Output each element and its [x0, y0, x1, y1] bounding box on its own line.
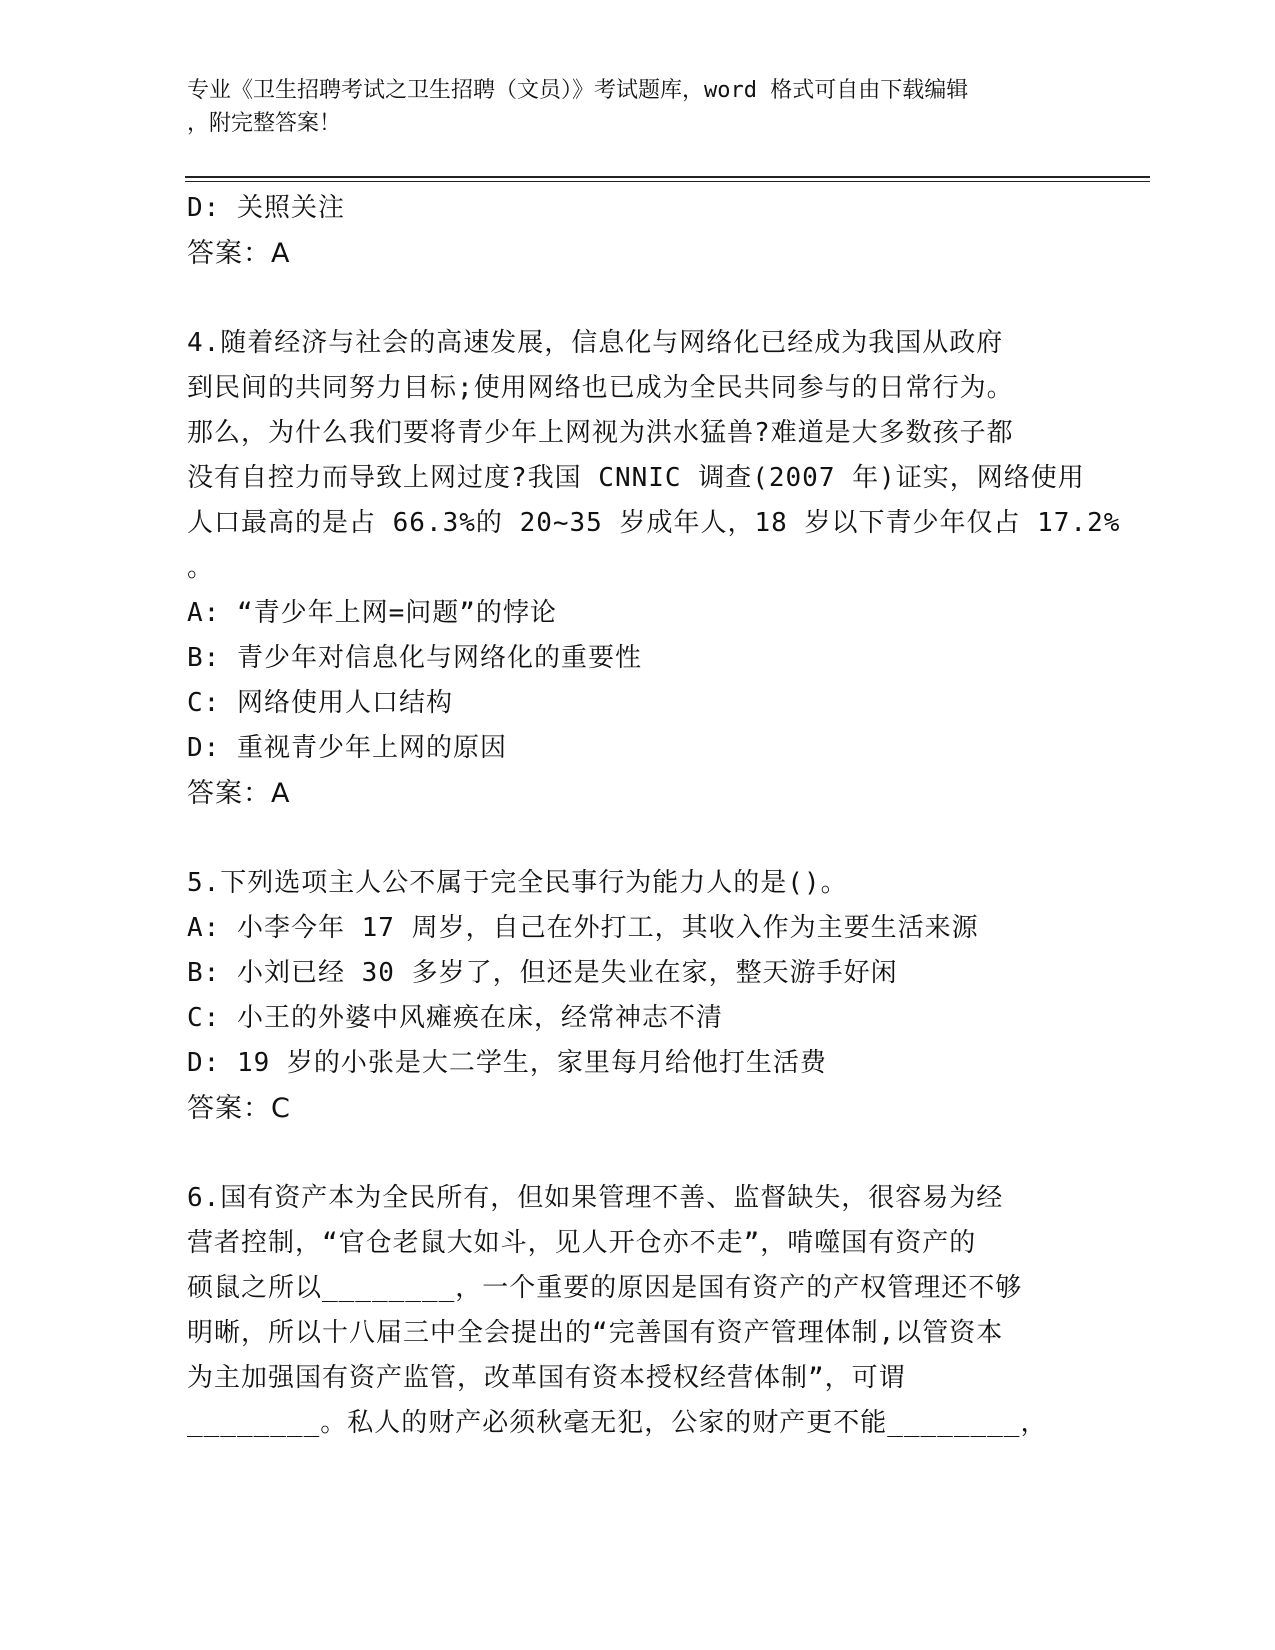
q5-option-b: B: 小刘已经 30 多岁了，但还是失业在家，整天游手好闲 [187, 958, 898, 988]
prev-option-d: D: 关照关注 [187, 193, 345, 223]
q4-option-c: C: 网络使用人口结构 [187, 688, 453, 718]
document-header [187, 74, 1067, 140]
q4-stem-line: 。 [187, 553, 215, 583]
q6-stem-line: 为主加强国有资产监管，改革国有资本授权经营体制”，可谓 [187, 1363, 906, 1393]
question-6 [187, 1176, 1087, 1446]
q5-answer: 答案：C [187, 1093, 291, 1124]
q6-stem-line: ________。私人的财产必须秋毫无犯，公家的财产更不能________， [187, 1408, 1048, 1438]
q5-option-c: C: 小王的外婆中风瘫痪在床，经常神志不清 [187, 1003, 723, 1033]
q4-option-d: D: 重视青少年上网的原因 [187, 733, 507, 763]
q6-stem-line: 6.国有资产本为全民所有，但如果管理不善、监督缺失，很容易为经 [187, 1183, 1004, 1213]
q4-option-a: A: “青少年上网=问题”的悖论 [187, 598, 557, 628]
header-rule-thick [185, 176, 1150, 178]
question-4 [187, 321, 1121, 816]
q4-stem-line: 到民间的共同努力目标;使用网络也已成为全民共同参与的日常行为。 [187, 373, 1014, 403]
q4-option-b: B: 青少年对信息化与网络化的重要性 [187, 643, 642, 673]
header-line-2: ，附完整答案！ [187, 111, 342, 136]
q4-answer: 答案：A [187, 778, 291, 809]
q6-stem-line: 明晰，所以十八届三中全会提出的“完善国有资产管理体制,以管资本 [187, 1318, 1004, 1348]
header-line-1: 专业《卫生招聘考试之卫生招聘（文员）》考试题库，word 格式可自由下载编辑 [187, 78, 969, 103]
q6-stem-line: 营者控制，“官仓老鼠大如斗，见人开仓亦不走”，啃噬国有资产的 [187, 1228, 977, 1258]
q4-stem-line: 没有自控力而导致上网过度?我国 CNNIC 调查(2007 年)证实，网络使用 [187, 463, 1085, 493]
q6-stem-line: 硕鼠之所以________，一个重要的原因是国有资产的产权管理还不够 [187, 1273, 1023, 1303]
spacer [187, 1131, 1087, 1176]
question-5 [187, 861, 1087, 1131]
q5-stem-line: 5.下列选项主人公不属于完全民事行为能力人的是()。 [187, 868, 848, 898]
q5-option-a: A: 小李今年 17 周岁，自己在外打工，其收入作为主要生活来源 [187, 913, 979, 943]
document-body [187, 186, 1121, 1446]
q5-option-d: D: 19 岁的小张是大二学生，家里每月给他打生活费 [187, 1048, 827, 1078]
q4-stem-line: 人口最高的是占 66.3%的 20~35 岁成年人，18 岁以下青少年仅占 17.2% [187, 508, 1121, 538]
q4-stem-line: 4.随着经济与社会的高速发展，信息化与网络化已经成为我国从政府 [187, 328, 1004, 358]
spacer [187, 276, 1087, 321]
header-rule-thin [185, 181, 1150, 182]
prev-answer: 答案：A [187, 238, 291, 269]
spacer [187, 816, 1087, 861]
q4-stem-line: 那么，为什么我们要将青少年上网视为洪水猛兽?难道是大多数孩子都 [187, 418, 1014, 448]
